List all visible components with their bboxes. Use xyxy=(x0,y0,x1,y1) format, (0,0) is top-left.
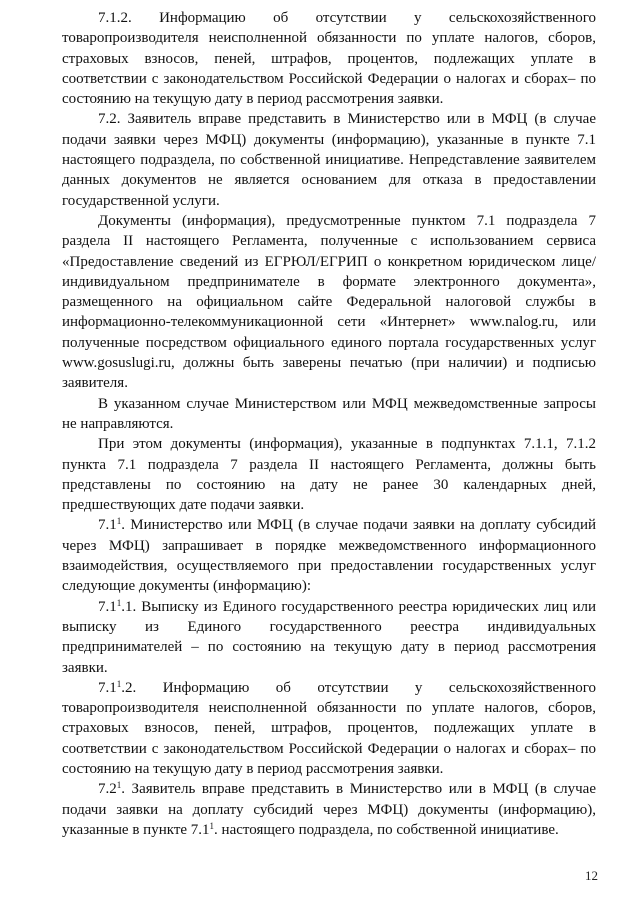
clause-text: . Заявитель вправе представить в Министерство или в МФЦ (в случае подачи заявки на доплату субсидий через МФЦ) документы (информацию), указанные в пункте 7.1 xyxy=(62,781,596,838)
paragraph-7-1-1-2 xyxy=(62,678,596,779)
clause-number: 7.1 xyxy=(98,517,117,534)
paragraph-7-1-1-1 xyxy=(62,597,596,678)
clause-superscript: 1 xyxy=(116,597,122,608)
clause-text: . Министерство или МФЦ (в случае подачи заявки на доплату субсидий через МФЦ) запрашивает в порядке межведомственного информационного взаимодействия, осуществляемого при предоставлении государственных услуг следующие документы (информацию): xyxy=(62,517,596,595)
clause-superscript: 1 xyxy=(209,820,215,831)
document-body xyxy=(62,8,596,840)
clause-number: 7.1 xyxy=(98,679,117,696)
page-number: 12 xyxy=(585,868,598,883)
clause-superscript: 1 xyxy=(116,678,122,689)
paragraph-7-2: 7.2. Заявитель вправе представить в Министерство или в МФЦ (в случае подачи заявки через МФЦ) документы (информацию), указанные в пункте 7.1 настоящего подраздела, по собственной инициативе. Непредставление заявителем данных документов не является основанием для отказа в предоставлении государственной услуги. xyxy=(62,111,596,209)
clause-text: .1. Выписку из Единого государственного реестра юридических лиц или выписку из Единого государственного реестра индивидуальных предпринимателей – по состоянию на текущую дату в период рассмотрения заявки. xyxy=(62,598,596,676)
paragraph-7-2-1 xyxy=(62,779,596,840)
clause-number: 7.2 xyxy=(98,781,117,798)
clause-superscript: 1 xyxy=(116,780,122,791)
clause-text: .2. Информацию об отсутствии у сельскохозяйственного товаропроизводителя неисполненной обязанности по уплате налогов, сборов, страховых взносов, пеней, штрафов, процентов, подлежащих уплате в соответствии с законодательством Российской Федерации о налогах и сборах– по состоянию на текущую дату в период рассмотрения заявки. xyxy=(62,679,596,777)
paragraph-documents-certification: Документы (информация), предусмотренные пунктом 7.1 подраздела 7 раздела II настоящего Регламента, полученные с использованием сервиса «Предоставление сведений из ЕГРЮЛ/ЕГРИП о конкретном юридическом лице/индивидуальном предпринимателе в формате электронного документа», размещенного на официальном сайте Федеральной налоговой службы в информационно-телекоммуникационной сети «Интернет» www.nalog.ru, или полученные посредством официального единого портала государственных услуг www.gosuslugi.ru, должны быть заверены печатью (при наличии) и подписью заявителя. xyxy=(62,212,596,392)
clause-superscript: 1 xyxy=(116,516,122,527)
paragraph-7-1-2: 7.1.2. Информацию об отсутствии у сельскохозяйственного товаропроизводителя неисполненной обязанности по уплате налогов, сборов, страховых взносов, пеней, штрафов, процентов, подлежащих уплате в соответствии с законодательством Российской Федерации о налогах и сборах– по состоянию на текущую дату в период рассмотрения заявки. xyxy=(62,10,596,108)
clause-number: 7.1 xyxy=(98,598,117,615)
paragraph-no-interagency-requests: В указанном случае Министерством или МФЦ межведомственные запросы не направляются. xyxy=(62,395,596,432)
paragraph-7-1-1 xyxy=(62,515,596,596)
paragraph-document-dates: При этом документы (информация), указанные в подпунктах 7.1.1, 7.1.2 пункта 7.1 подраздела 7 раздела II настоящего Регламента, должны быть представлены по состоянию на дату не ранее 30 календарных дней, предшествующих дате подачи заявки. xyxy=(62,436,596,514)
clause-text: . настоящего подраздела, по собственной инициативе. xyxy=(214,821,559,838)
